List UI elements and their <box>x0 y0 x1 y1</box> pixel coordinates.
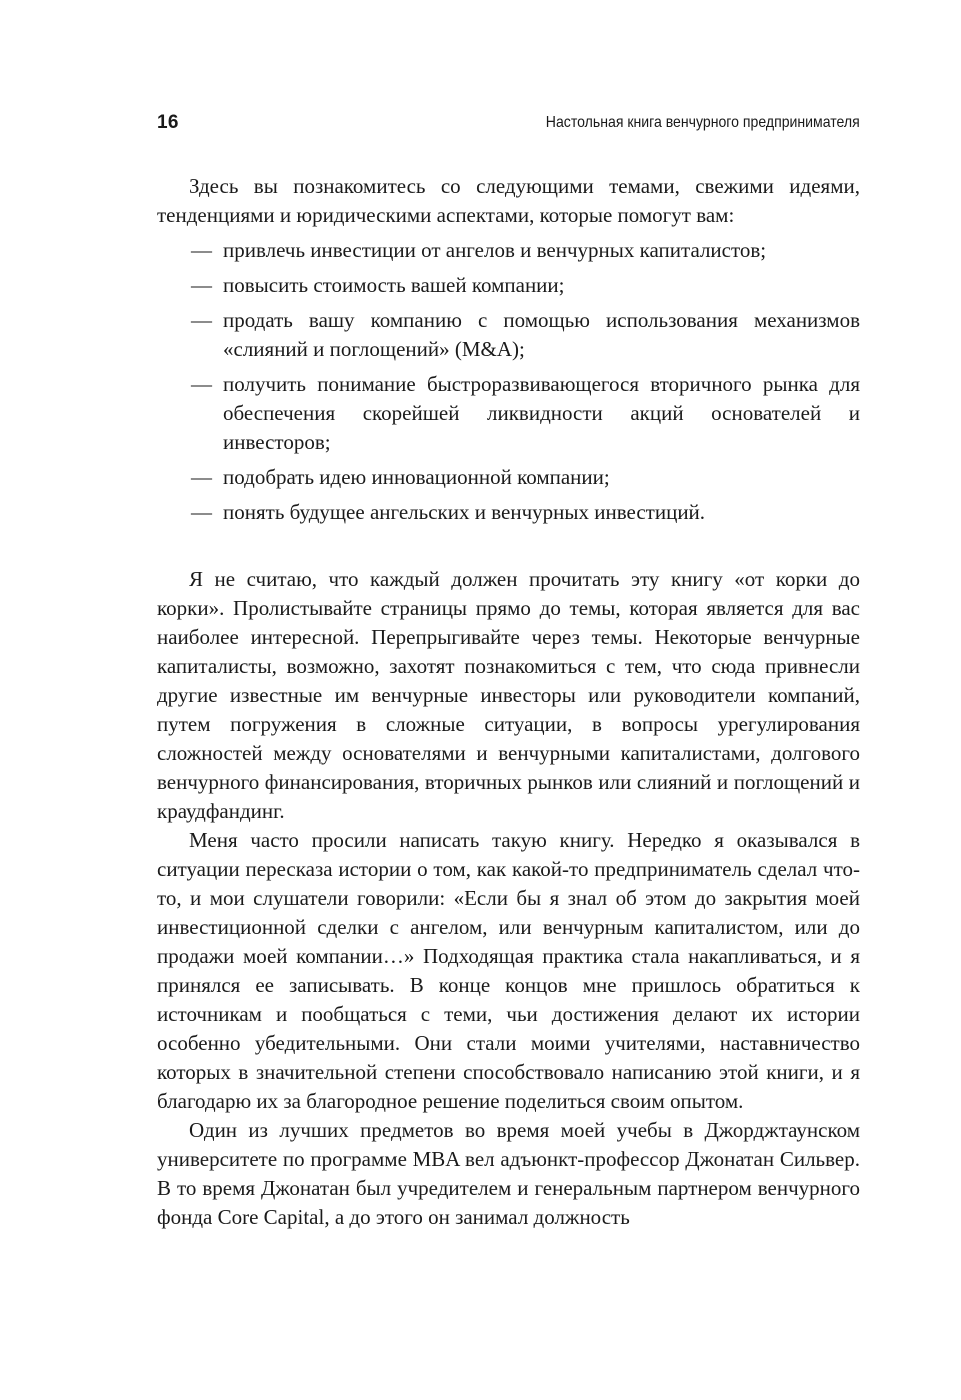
intro-lead-paragraph: Здесь вы познакомитесь со следующими темами, свежими идеями, тенденциями и юридическими аспектами, которые помогут вам: <box>157 174 860 227</box>
running-title: Настольная книга венчурного предпринимателя <box>546 114 860 131</box>
page-number: 16 <box>157 112 179 133</box>
list-item-text: получить понимание быстроразвивающегося вторичного рынка для обеспечения скорейшей ликвидности акций основателей и инвесторов; <box>223 372 860 454</box>
list-item-text: продать вашу компанию с помощью использования механизмов «слияний и поглощений» (M&A); <box>223 308 860 361</box>
list-item-text: понять будущее ангельских и венчурных инвестиций. <box>223 500 706 524</box>
body-paragraph: Я не считаю, что каждый должен прочитать эту книгу «от корки до корки». Пролистывайте страницы прямо до темы, которая является для вас наиболее интересной. Перепрыгивайте через темы. Некоторые венчурные капиталисты, возможно, захотят познакомиться с тем, что сюда привнесли другие известные им венчурные инвесторы или руководители компаний, путем погружения в сложные ситуации, в вопросы урегулирования сложностей между основателями и венчурными капиталистами, долгового венчурного финансирования, вторичных рынков или слияний и поглощений и краудфандинг. <box>157 567 860 823</box>
intro-block <box>157 172 860 527</box>
dash-marker: — <box>191 500 212 524</box>
list-item <box>157 271 860 300</box>
dash-marker: — <box>191 308 212 332</box>
list-item <box>157 306 860 364</box>
dash-marker: — <box>191 273 212 297</box>
list-item <box>157 236 860 265</box>
topics-list <box>157 236 860 527</box>
list-item <box>157 370 860 457</box>
dash-marker: — <box>191 372 212 396</box>
list-item <box>157 498 860 527</box>
body-paragraph: Один из лучших предметов во время моей учебы в Джорджтаунском университете по программе MBA вел адъюнкт-профессор Джонатан Сильвер. В то время Джонатан был учредителем и генеральным партнером венчурного фонда Core Capital, а до этого он занимал должность <box>157 1118 860 1229</box>
dash-marker: — <box>191 238 212 262</box>
list-item-text: подобрать идею инновационной компании; <box>223 465 610 489</box>
body-paragraph: Меня часто просили написать такую книгу. Нередко я оказывался в ситуации пересказа истории о том, как какой-то предприниматель сделал что-то, и мои слушатели говорили: «Если бы я знал об этом до закрытия моей инвестиционной сделки с ангелом, или венчурным капиталистом, или до продажи моей компании…» Подходящая практика стала накапливаться, и я принялся ее записывать. В конце концов мне пришлось обратиться к источникам и пообщаться с теми, чьи достижения делают их истории особенно убедительными. Они стали моими учителями, наставничество которых в значительной степени способствовало написанию этой книги, и я благодарю их за благородное решение поделиться своим опытом. <box>157 828 860 1113</box>
dash-marker: — <box>191 465 212 489</box>
main-text <box>157 565 860 1232</box>
list-item-text: привлечь инвестиции от ангелов и венчурных капиталистов; <box>223 238 767 262</box>
list-item-text: повысить стоимость вашей компании; <box>223 273 565 297</box>
list-item <box>157 463 860 492</box>
running-header <box>157 112 860 138</box>
